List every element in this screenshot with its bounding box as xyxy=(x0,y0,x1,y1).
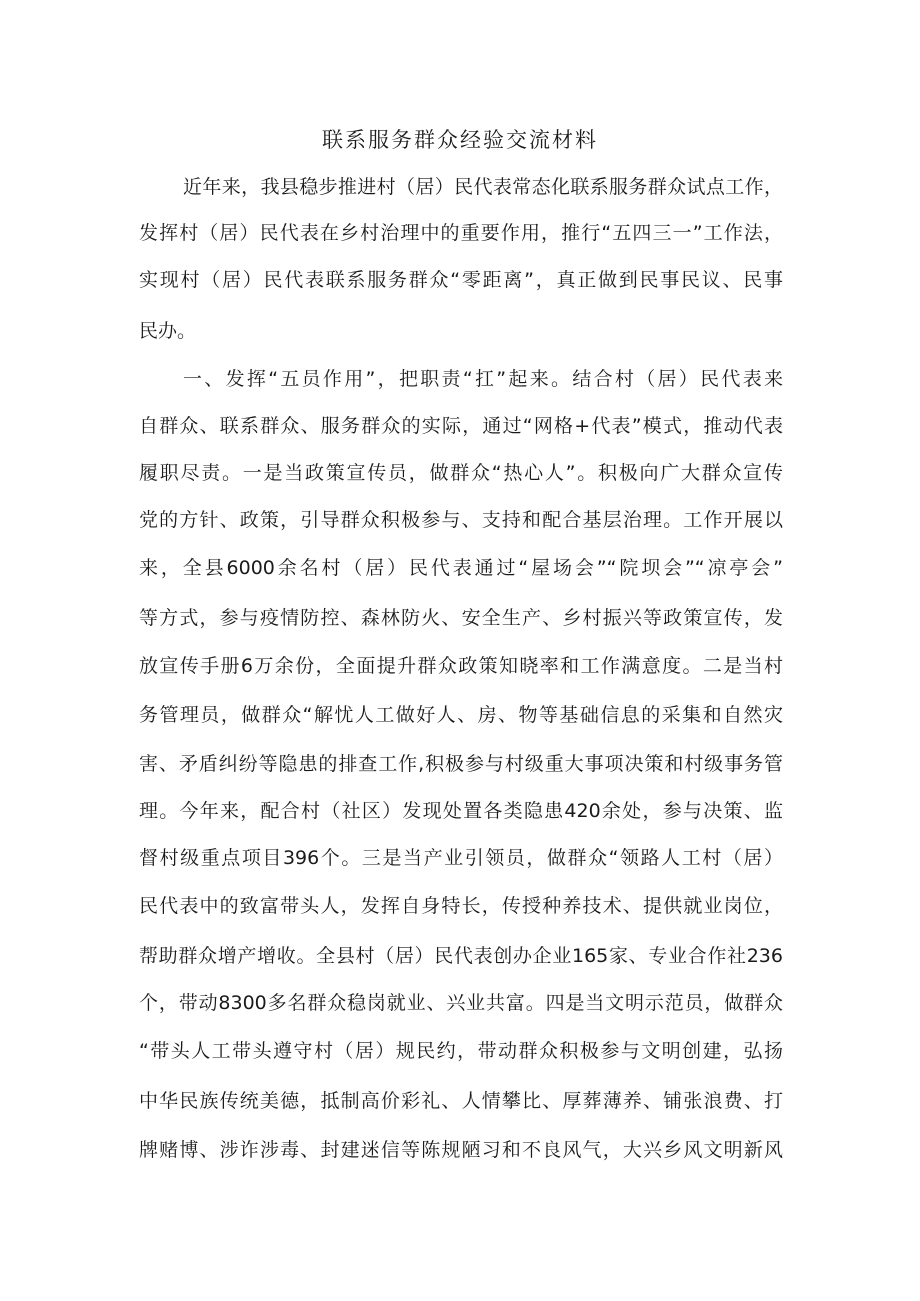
paragraph-line: 牌赌博、涉诈涉毒、封建迷信等陈规陋习和不良风气，大兴乡风文明新风 xyxy=(139,1139,783,1161)
paragraph-line: 督村级重点项目396个。三是当产业引领员，做群众“领路人工村（居） xyxy=(139,847,783,869)
paragraph-line: 个，带动8300多名群众稳岗就业、兴业共富。四是当文明示范员，做群众 xyxy=(139,992,783,1014)
paragraph-line: 等方式，参与疫情防控、森林防火、安全生产、乡村振兴等政策宣传，发 xyxy=(139,607,783,629)
paragraph-line: 放宣传手册6万余份，全面提升群众政策知晓率和工作满意度。二是当村 xyxy=(139,655,783,677)
paragraph-line: 理。今年来，配合村（社区）发现处置各类隐患420余处，参与决策、监 xyxy=(139,800,783,822)
paragraph-line: 发挥村（居）民代表在乡村治理中的重要作用，推行“五四三一”工作法， xyxy=(139,222,783,244)
paragraph-line: 帮助群众增产增收。全县村（居）民代表创办企业165家、专业合作社236 xyxy=(139,945,783,967)
paragraph-line: 害、矛盾纠纷等隐患的排查工作,积极参与村级重大事项决策和村级事务管 xyxy=(139,753,783,775)
paragraph-line: 自群众、联系群众、服务群众的实际，通过“网格+代表”模式，推动代表 xyxy=(139,415,783,437)
paragraph-line: 实现村（居）民代表联系服务群众“零距离”，真正做到民事民议、民事 xyxy=(139,269,783,291)
paragraph-line: 民办。 xyxy=(139,320,197,342)
paragraph-line: 近年来，我县稳步推进村（居）民代表常态化联系服务群众试点工作， xyxy=(183,176,783,198)
paragraph-line: 党的方针、政策，引导群众积极参与、支持和配合基层治理。工作开展以 xyxy=(139,509,783,531)
paragraph-line: 来，全县6000余名村（居）民代表通过“屋场会”“院坝会”“凉亭会” xyxy=(139,557,783,579)
paragraph-line: 务管理员，做群众“解忧人工做好人、房、物等基础信息的采集和自然灾 xyxy=(139,704,783,726)
paragraph-line: “带头人工带头遵守村（居）规民约，带动群众积极参与文明创建，弘扬 xyxy=(139,1040,783,1062)
document-title: 联系服务群众经验交流材料 xyxy=(322,128,598,152)
paragraph-line: 民代表中的致富带头人，发挥自身特长，传授种养技术、提供就业岗位， xyxy=(139,895,783,917)
paragraph-line: 履职尽责。一是当政策宣传员，做群众“热心人”。积极向广大群众宣传 xyxy=(139,462,783,484)
paragraph-line: 中华民族传统美德，抵制高价彩礼、人情攀比、厚葬薄养、铺张浪费、打 xyxy=(139,1090,783,1112)
paragraph-line: 一、发挥“五员作用”，把职责“扛”起来。结合村（居）民代表来 xyxy=(183,368,783,390)
